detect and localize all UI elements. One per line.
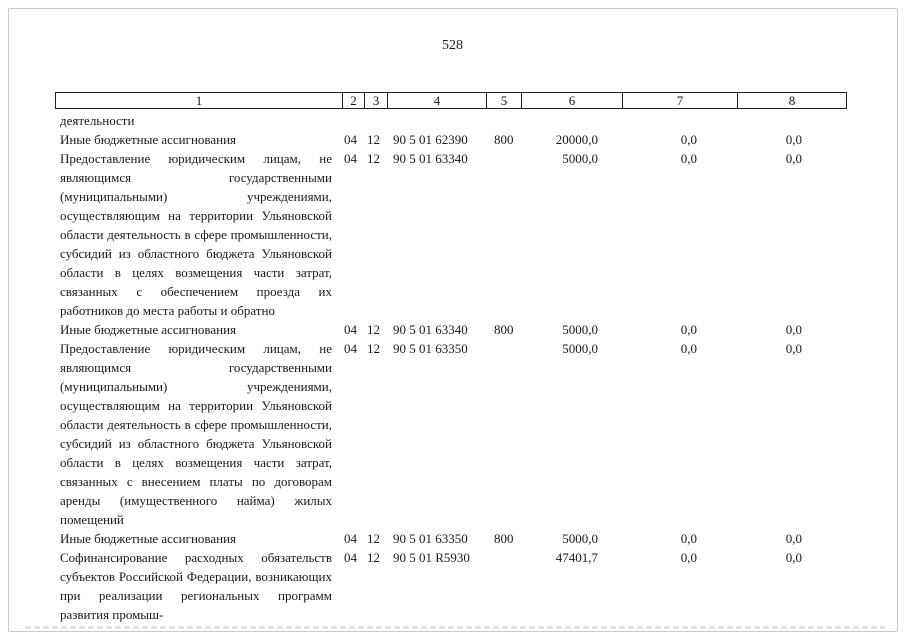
header-col-7: 7 — [623, 93, 738, 109]
column-header-table — [55, 92, 847, 109]
table-row — [60, 111, 850, 130]
row-section-code: 04 — [344, 550, 357, 565]
row-subsection-code: 12 — [367, 550, 380, 565]
row-target-article-code: 90 5 01 63350 — [393, 341, 468, 356]
row-amount-col7: 0,0 — [680, 550, 697, 565]
header-col-3: 3 — [365, 93, 388, 109]
row-section-code: 04 — [344, 151, 357, 166]
row-amount-col6: 5000,0 — [562, 151, 598, 166]
row-amount-col6: 5000,0 — [562, 341, 598, 356]
row-description: Предоставление юридическим лицам, не являющимся государственными (муниципальными) учреждениями, осуществляющим на территории Ульяновской области деятельность в сфере промышленности, субсидий из областного бюджета Ульяновской области в целях возмещения части затрат, связанных с внесением платы по договорам аренды (имущественного найма) жилых помещений — [60, 341, 332, 527]
row-description: деятельности — [60, 113, 135, 128]
row-description: Иные бюджетные ассигнования — [60, 531, 237, 546]
row-section-code: 04 — [344, 322, 357, 337]
header-col-2: 2 — [343, 93, 365, 109]
header-row — [56, 93, 847, 109]
header-col-5: 5 — [487, 93, 522, 109]
row-subsection-code: 12 — [367, 151, 380, 166]
row-section-code: 04 — [344, 341, 357, 356]
row-amount-col7: 0,0 — [680, 322, 697, 337]
row-amount-col8: 0,0 — [785, 341, 802, 356]
row-amount-col7: 0,0 — [680, 341, 697, 356]
row-expense-type-code: 800 — [494, 132, 514, 147]
row-subsection-code: 12 — [367, 341, 380, 356]
row-amount-col6: 5000,0 — [562, 322, 598, 337]
header-col-4: 4 — [388, 93, 487, 109]
row-amount-col8: 0,0 — [785, 132, 802, 147]
row-description: Иные бюджетные ассигнования — [60, 322, 237, 337]
table-body — [60, 111, 850, 624]
table-row — [60, 339, 850, 529]
row-section-code: 04 — [344, 132, 357, 147]
header-col-6: 6 — [522, 93, 623, 109]
row-section-code: 04 — [344, 531, 357, 546]
row-target-article-code: 90 5 01 63340 — [393, 151, 468, 166]
row-description: Иные бюджетные ассигнования — [60, 132, 237, 147]
row-amount-col7: 0,0 — [680, 151, 697, 166]
row-subsection-code: 12 — [367, 322, 380, 337]
row-target-article-code: 90 5 01 62390 — [393, 132, 468, 147]
row-expense-type-code: 800 — [494, 531, 514, 546]
row-description: Софинансирование расходных обязательств субъектов Российской Федерации, возникающих при реализации региональных программ развития промыш- — [60, 550, 332, 622]
row-target-article-code: 90 5 01 R5930 — [393, 550, 470, 565]
header-col-1: 1 — [56, 93, 343, 109]
table-row — [60, 529, 850, 548]
row-amount-col8: 0,0 — [785, 322, 802, 337]
header-col-8: 8 — [738, 93, 847, 109]
table-row — [60, 320, 850, 339]
row-amount-col7: 0,0 — [680, 132, 697, 147]
row-subsection-code: 12 — [367, 132, 380, 147]
row-amount-col8: 0,0 — [785, 550, 802, 565]
row-amount-col6: 5000,0 — [562, 531, 598, 546]
row-amount-col8: 0,0 — [785, 151, 802, 166]
row-amount-col6: 20000,0 — [555, 132, 598, 147]
table-row — [60, 149, 850, 320]
table-row — [60, 548, 850, 624]
scan-footer-noise — [25, 626, 885, 629]
row-expense-type-code: 800 — [494, 322, 514, 337]
row-amount-col6: 47401,7 — [555, 550, 598, 565]
row-subsection-code: 12 — [367, 531, 380, 546]
table-row — [60, 130, 850, 149]
row-target-article-code: 90 5 01 63340 — [393, 322, 468, 337]
row-description: Предоставление юридическим лицам, не являющимся государственными (муниципальными) учреждениями, осуществляющим на территории Ульяновской области деятельность в сфере промышленности, субсидий из областного бюджета Ульяновской области в целях возмещения части затрат, связанных с обеспечением проезда их работников до места работы и обратно — [60, 151, 332, 318]
row-amount-col7: 0,0 — [680, 531, 697, 546]
row-amount-col8: 0,0 — [785, 531, 802, 546]
page-number: 528 — [442, 38, 463, 53]
row-target-article-code: 90 5 01 63350 — [393, 531, 468, 546]
